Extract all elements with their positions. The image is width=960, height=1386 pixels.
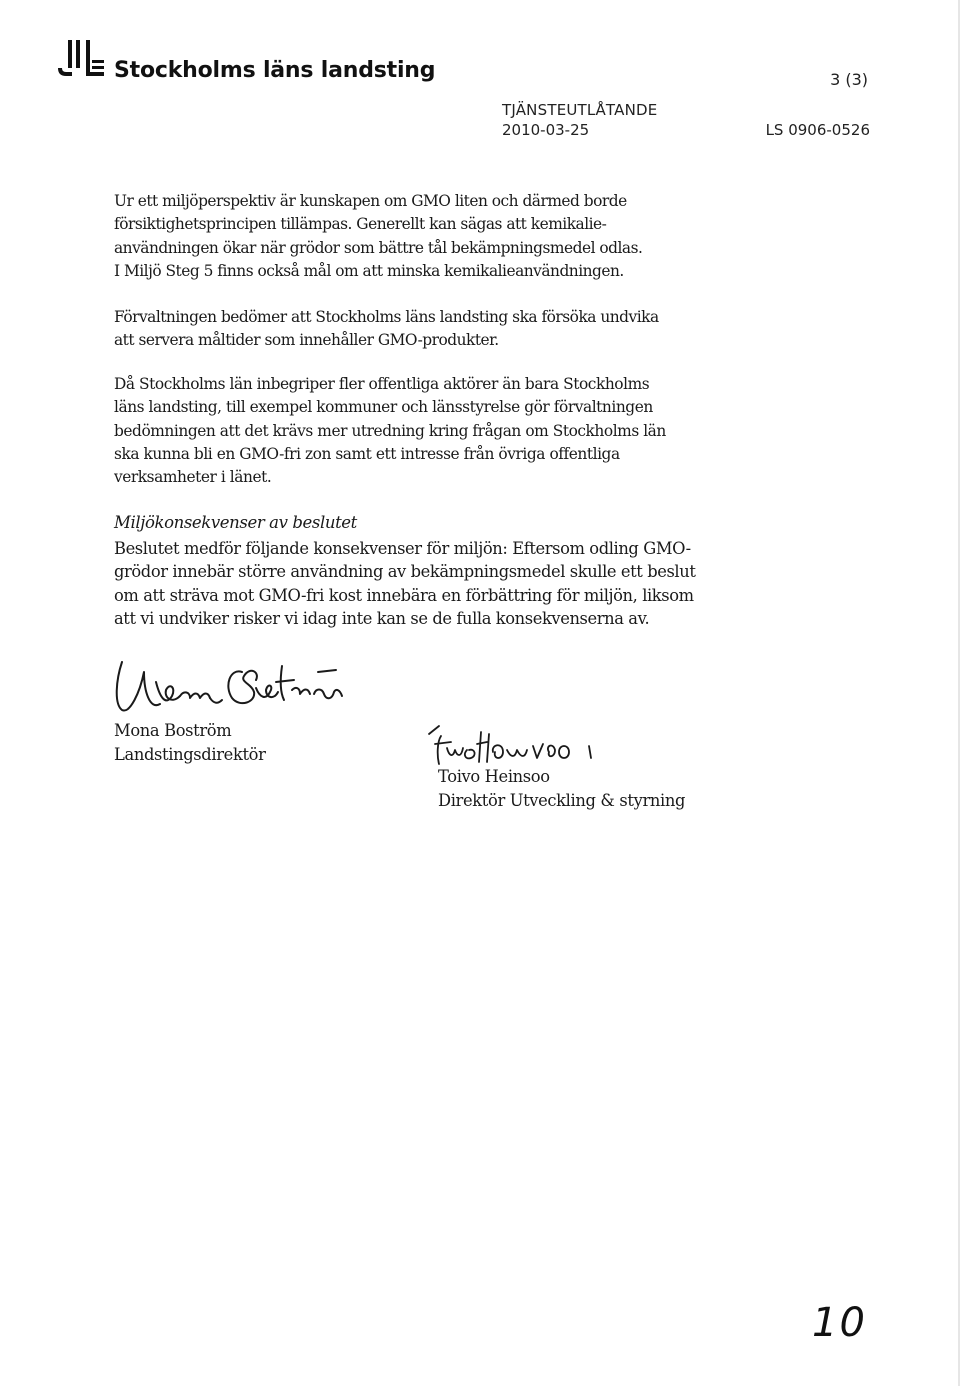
paragraph-county-actors: Då Stockholms län inbegriper fler offentliga aktörer än bara Stockholms läns landsting, till exempel kommuner och länsstyrelse gör förvaltningen bedömningen att det krävs mer utredning kring frågan om Stockholms län ska kunna bli en GMO-fri zon samt ett intresse från övriga offentliga verksamheter i länet. [114,375,666,487]
document-reference: LS 0906-0526 [765,121,870,139]
signer-title-2: Direktör Utveckling & styrning [438,791,686,810]
signer-name-1: Mona Boström [114,721,232,740]
signature-mona-bostrom [110,652,360,718]
sll-logo-icon [58,38,106,78]
paragraph-environmental-consequences: Beslutet medför följande konsekvenser för miljön: Eftersom odling GMO- grödor innebär större användning av bekämpningsmedel skulle ett beslut om att sträva mot GMO-fri kost innebära en förbättring för miljön, liksom att vi undviker risker vi idag inte kan se de fulla konsekvenserna av. [114,539,696,628]
document-date: 2010-03-25 [502,121,590,139]
handwritten-page-number: 10 [812,1300,867,1346]
document-type: TJÄNSTEUTLÅTANDE [502,101,658,119]
signer-title-1: Landstingsdirektör [114,745,266,764]
page-number: 3 (3) [830,70,868,89]
section-heading: Miljökonsekvenser av beslutet [114,513,357,532]
signer-name-2: Toivo Heinsoo [438,767,550,786]
organization-name: Stockholms läns landsting [114,58,436,83]
signature-toivo-heinsoo [425,722,615,772]
paragraph-administration-assessment: Förvaltningen bedömer att Stockholms läns landsting ska försöka undvika att servera måltider som innehåller GMO-produkter. [114,308,659,350]
paragraph-environment-perspective: Ur ett miljöperspektiv är kunskapen om GMO liten och därmed borde försiktighetsprincipen tillämpas. Generellt kan sägas att kemikalie- användningen ökar när grödor som bättre tål bekämpningsmedel odlas. I Miljö Steg 5 finns också mål om att minska kemikalieanvändningen. [114,192,643,280]
